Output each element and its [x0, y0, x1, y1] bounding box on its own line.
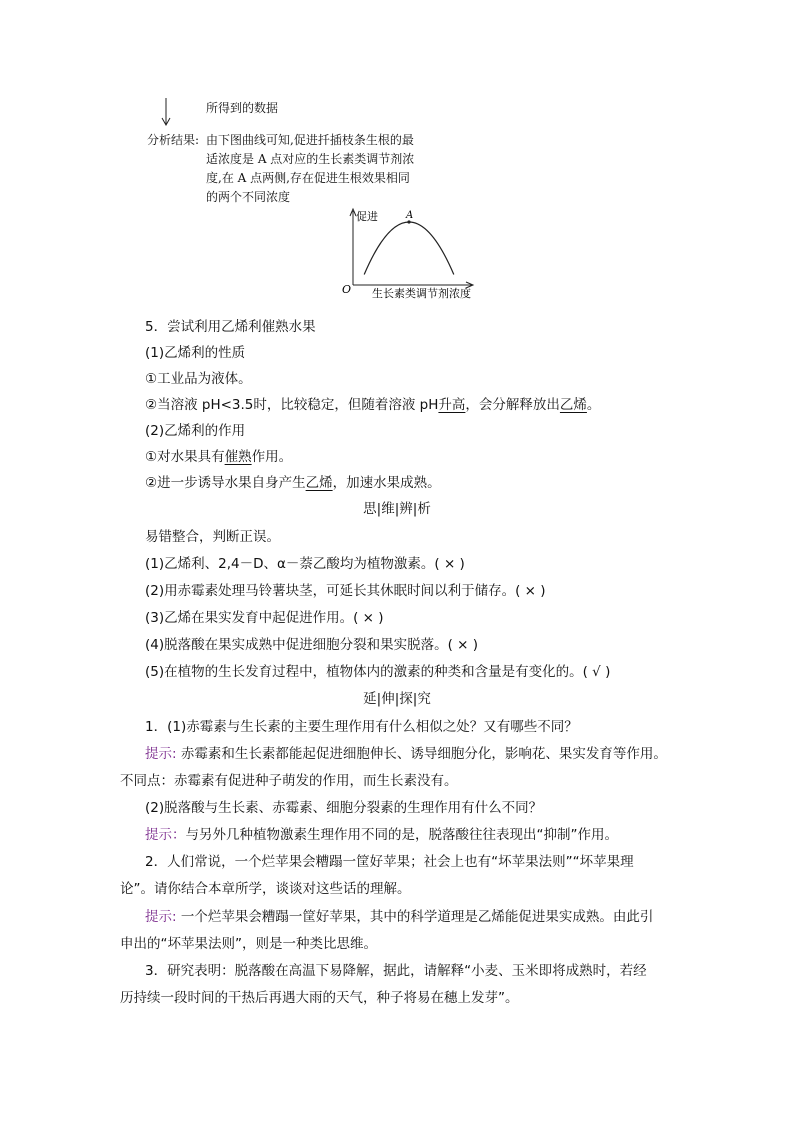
analysis-line: 由下图曲线可知,促进扦插枝条生根的最 — [206, 133, 414, 147]
thinking-intro: 易错整合，判断正误。 — [145, 529, 280, 545]
peak-label: A — [406, 210, 414, 221]
question-1: 1．(1)赤霉素与生长素的主要生理作用有什么相似之处？又有哪些不同？ — [145, 719, 578, 735]
question-3: 3．研究表明：脱落酸在高温下易降解，据此，请解释“小麦、玉米即将成熟时，若经 — [145, 963, 647, 979]
hint-label: 提示: — [145, 746, 177, 762]
judge-item: (4)脱落酸在果实成熟中促进细胞分裂和果实脱落。( × ) — [145, 637, 479, 653]
analysis-line: 度,在 A 点两侧,存在促进生根效果相同 — [206, 171, 410, 185]
section5-item3: ①对水果具有催熟作用。 — [145, 449, 293, 465]
judge-item: (1)乙烯利、2,4－D、α－萘乙酸均为植物激素。( × ) — [145, 556, 465, 572]
y-axis-label: 促进 — [356, 210, 378, 223]
section5-sub1: (1)乙烯利的性质 — [145, 345, 246, 361]
question-1b: (2)脱落酸与生长素、赤霉素、细胞分裂素的生理作用有什么不同？ — [145, 800, 543, 816]
judge-item: (3)乙烯在果实发育中起促进作用。( × ) — [145, 610, 384, 626]
effect-curve — [364, 222, 454, 275]
rooting-effect-chart — [340, 205, 490, 300]
extend-heading: 延|伸|探|究 — [363, 691, 431, 707]
answer-1: 提示: 赤霉素和生长素都能起促进细胞伸长、诱导细胞分化，影响花、果实发育等作用。 — [145, 746, 667, 762]
thinking-heading: 思|维|辨|析 — [363, 501, 431, 517]
analysis-result-label: 分析结果: — [147, 133, 200, 147]
x-axis-label: 生长素类调节剂浓度 — [372, 287, 471, 300]
section5-item2: ②当溶液 pH<3.5时，比较稳定，但随着溶液 pH升高，会分解释放出乙烯。 — [145, 397, 601, 413]
question-3-cont: 历持续一段时间的干热后再遇大雨的天气，种子将易在穗上发芽”。 — [120, 990, 519, 1006]
question-2: 2．人们常说，一个烂苹果会糟蹋一筐好苹果；社会上也有“坏苹果法则”“坏苹果理 — [145, 854, 634, 870]
answer-1b: 提示：与另外几种植物激素生理作用不同的是，脱落酸往往表现出“抑制”作用。 — [145, 827, 618, 843]
answer-1-cont: 不同点：赤霉素有促进种子萌发的作用，而生长素没有。 — [120, 773, 458, 789]
section5-item1: ①工业品为液体。 — [145, 371, 252, 387]
section5-item4: ②进一步诱导水果自身产生乙烯，加速水果成熟。 — [145, 475, 441, 491]
origin-label: O — [342, 283, 352, 296]
hint-label: 提示: — [145, 909, 177, 925]
flow-arrow — [160, 98, 172, 124]
answer-2: 提示: 一个烂苹果会糟蹋一筐好苹果，其中的科学道理是乙烯能促进果实成熟。由此引 — [145, 909, 654, 925]
section5-title: 5．尝试利用乙烯利催熟水果 — [145, 319, 316, 335]
answer-2-cont: 申出的“坏苹果法则”，则是一种类比思维。 — [120, 936, 377, 952]
analysis-line: 适浓度是 A 点对应的生长素类调节剂浓 — [206, 152, 415, 166]
question-2-cont: 论”。请你结合本章所学，谈谈对这些话的理解。 — [120, 881, 411, 897]
judge-item: (2)用赤霉素处理马铃薯块茎，可延长其休眠时间以利于储存。( × ) — [145, 583, 546, 599]
analysis-line: 的两个不同浓度 — [206, 190, 291, 204]
flow-data-label: 所得到的数据 — [206, 101, 279, 115]
section5-sub2: (2)乙烯利的作用 — [145, 423, 246, 439]
judge-item: (5)在植物的生长发育过程中，植物体内的激素的种类和含量是有变化的。( √ ) — [145, 664, 611, 680]
hint-label: 提示： — [145, 827, 186, 843]
